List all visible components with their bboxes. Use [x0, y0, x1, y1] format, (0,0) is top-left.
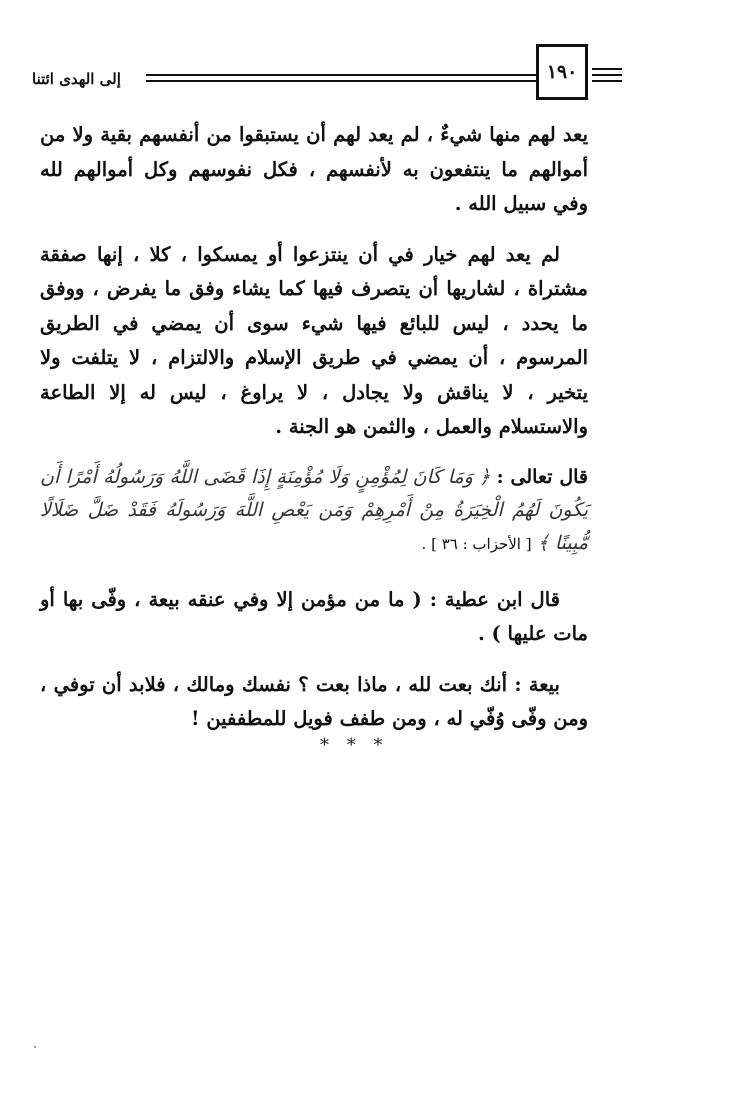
paragraph: قال ابن عطية : ( ما من مؤمن إلا وفي عنقه بيعة ، وفّى بها أو مات عليها ) .: [40, 587, 588, 645]
page-header: [32, 44, 622, 104]
section-separator: * * *: [320, 735, 389, 756]
quran-verse: ﴿ وَمَا كَانَ لِمُؤْمِنٍ وَلَا مُؤْمِنَةٍ إِذَا قَضَى اللَّهُ وَرَسُولُهُ أَمْرًا أَن يَكُونَ لَهُمُ الْخِيَرَةُ مِنْ أَمْرِهِمْ وَمَن يَعْصِ اللَّهَ وَرَسُولَهُ فَقَدْ ضَلَّ ضَلَالًا مُّبِينًا ﴾: [40, 465, 588, 554]
quran-intro: قال تعالى :: [496, 465, 588, 488]
header-rule: [146, 74, 536, 76]
header-rule: [592, 80, 622, 82]
scan-speck: [34, 1046, 36, 1048]
header-rule: [592, 68, 622, 70]
verse-reference: [ الأحزاب : ٣٦ ] .: [421, 534, 532, 553]
paragraph: بيعة : أنك بعت لله ، ماذا بعت ؟ نفسك ومالك ، فلابد أن توفي ، ومن وفّى وُفّي له ، ومن طفف فويل للمطففين !: [40, 672, 588, 730]
header-rule: [146, 80, 536, 82]
page-number: ١٩٠: [546, 61, 578, 83]
running-title: إلى الهدى ائتنا: [32, 70, 121, 88]
paragraph: لم يعد لهم خيار في أن ينتزعوا أو يمسكوا ، كلا ، إنها صفقة مشتراة ، لشاريها أن يتصرف فيها كما يشاء وفق ما يفرض ، ووفق ما يحدد ، ليس للبائع فيها شيء سوى أن يمضي في الطريق المرسوم ، أن يمضي في طريق الإسلام والالتزام ، لا يتلفت ولا يتخير ، لا يناقش ولا يجادل ، لا يراوغ ، ليس له إلا الطاعة والاستسلام والعمل ، والثمن هو الجنة .: [40, 242, 588, 438]
page-body: [40, 118, 588, 753]
paragraph: يعد لهم منها شيءٌ ، لم يعد لهم أن يستبقوا من أنفسهم بقية ولا من أموالهم ما ينتفعون به لأنفسهم ، فكل نفوسهم وكل أموالهم لله وفي سبيل الله .: [40, 123, 588, 215]
page-number-box: [536, 44, 588, 100]
quran-citation: [40, 461, 588, 561]
header-rule: [592, 74, 622, 76]
